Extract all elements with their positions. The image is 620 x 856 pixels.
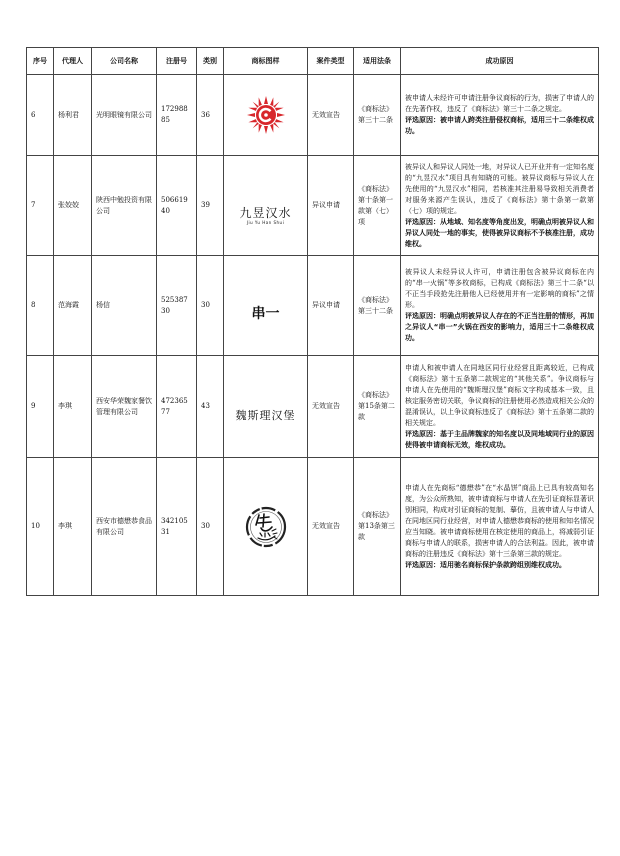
cell-agent: 张姣姣 [54,156,92,256]
cell-agent: 杨利君 [54,75,92,156]
cell-company: 西安市德懋恭食品有限公司 [92,458,157,596]
header-reason: 成功原因 [401,48,599,75]
cell-reason [401,256,599,356]
cell-law: 《商标法》第三十二条 [354,75,401,156]
cell-class: 30 [197,458,224,596]
reason-text: 申请人在先商标“德懋恭”在“水晶饼”商品上已具有较高知名度，为公众所熟知，被申请商标与申请人在先引证商标显著识别相同，构成对引证商标的复制、摹仿，且被申请人与申请人在同地区同行业经营，对申请人德懋恭商标的使用和知名情况应当知晓。被申请商标使用在核定使用的商品上，将减弱引证商标与申请人的联系，损害申请人的合法利益。因此，被申请商标的注册违反《商标法》第十三条第三款的规定。 [405,483,594,558]
cell-reason [401,75,599,156]
cell-no: 6 [27,75,54,156]
cell-law: 《商标法》第三十二条 [354,256,401,356]
cell-reg-no: 47236577 [157,356,197,458]
cell-company: 陕西中勉投资有限公司 [92,156,157,256]
table-row [27,356,599,458]
header-class: 类别 [197,48,224,75]
trademark-pinyin: Jiu Yu Han Shui [246,220,285,225]
cell-agent: 李琪 [54,356,92,458]
cell-law: 《商标法》第十条第一款第（七）项 [354,156,401,256]
cell-reg-no: 17298885 [157,75,197,156]
cell-reason [401,458,599,596]
header-case-type: 案件类型 [308,48,354,75]
cell-mark [224,356,308,458]
header-law: 适用法条 [354,48,401,75]
reason-text: 被异议人未经异议人许可，申请注册包含被异议商标在内的“串一火锅”等多枚商标，已构成《商标法》第三十二条“以不正当手段抢先注册他人已经使用并有一定影响的商标”之情形。 [405,268,594,309]
table-row [27,156,599,256]
cell-case-type: 无效宣告 [308,458,354,596]
table-row [27,458,599,596]
evaluation-text: 评选原因：从地域、知名度等角度出发，明确点明被异议人和异议人同处一地的事实，使得被异议商标不予核准注册，成功维权。 [405,217,594,248]
header-mark: 商标图样 [224,48,308,75]
cell-company: 光明眼镜有限公司 [92,75,157,156]
cell-no: 8 [27,256,54,356]
cell-case-type: 无效宣告 [308,75,354,156]
calligraphy-seal-logo-icon [228,505,303,549]
reason-text: 被申请人未经许可申请注册争议商标的行为，损害了申请人的在先著作权，违反了《商标法》第三十二条之规定。 [405,94,594,113]
cell-law: 《商标法》第15条第二款 [354,356,401,458]
cell-reason [401,156,599,256]
cell-mark [224,75,308,156]
header-no: 序号 [27,48,54,75]
trademark-weisili-hanbao: 魏斯理汉堡 [235,409,296,422]
table-row [27,256,599,356]
header-agent: 代理人 [54,48,92,75]
cell-agent: 李琪 [54,458,92,596]
reason-text: 被异议人和异议人同处一地，对异议人已开业并有一定知名度的“九昱汉水”项目具有知晓的可能。被异议商标与异议人在先使用的“九昱汉水”相同，若核准其注册易导致相关消费者对服务来源产生误认，违反了《商标法》第十条第一款第（七）项的规定。 [405,162,594,215]
cell-reg-no: 50661940 [157,156,197,256]
evaluation-text: 评选原因：适用驰名商标保护条款跨组别维权成功。 [405,560,566,569]
cell-class: 43 [197,356,224,458]
table-row [27,75,599,156]
trademark-jiuyu-hanshui [228,185,303,226]
reason-text: 申请人和被申请人在同地区同行业经营且距离较近，已构成《商标法》第十五条第二款规定的“其他关系”。争议商标与申请人在先使用的“魏斯理汉堡”商标文字构成基本一致，且核定服务密切关联，争议商标的注册使用必然造成相关公众的混淆误认，以上争议商标违反了《商标法》第十五条第二款的相关规定。 [405,363,594,427]
cell-case-type: 异议申请 [308,256,354,356]
cell-reg-no: 52538730 [157,256,197,356]
evaluation-text: 评选原因：被申请人跨类注册侵权商标，适用三十二条维权成功。 [405,116,594,135]
cell-mark [224,256,308,356]
header-reg-no: 注册号 [157,48,197,75]
cell-no: 9 [27,356,54,458]
cell-class: 36 [197,75,224,156]
cell-company: 西安华荣魏家餐饮管理有限公司 [92,356,157,458]
trademark-cases-table [26,47,599,596]
cell-no: 7 [27,156,54,256]
cell-case-type: 异议申请 [308,156,354,256]
cell-case-type: 无效宣告 [308,356,354,458]
cell-company: 杨信 [92,256,157,356]
evaluation-text: 评选原因：明确点明被异议人存在的不正当注册的情形，再加之异议人“串一”火锅在西安的影响力，适用三十二条维权成功。 [405,312,594,342]
cell-no: 10 [27,458,54,596]
cell-reason [401,356,599,458]
cell-class: 30 [197,256,224,356]
trademark-chuanyi: 串一 [251,306,280,322]
table-header-row [27,48,599,75]
cell-agent: 范海霞 [54,256,92,356]
cell-reg-no: 34210531 [157,458,197,596]
header-company: 公司名称 [92,48,157,75]
cell-mark [224,458,308,596]
red-sun-c-logo-icon [228,95,303,135]
evaluation-text: 评选原因：基于主品牌魏家的知名度以及同地域同行业的原因使得被申请商标无效，维权成功。 [405,429,594,449]
cell-class: 39 [197,156,224,256]
cell-mark [224,156,308,256]
trademark-text: 九昱汉水 [239,206,292,220]
cell-law: 《商标法》第13条第三款 [354,458,401,596]
